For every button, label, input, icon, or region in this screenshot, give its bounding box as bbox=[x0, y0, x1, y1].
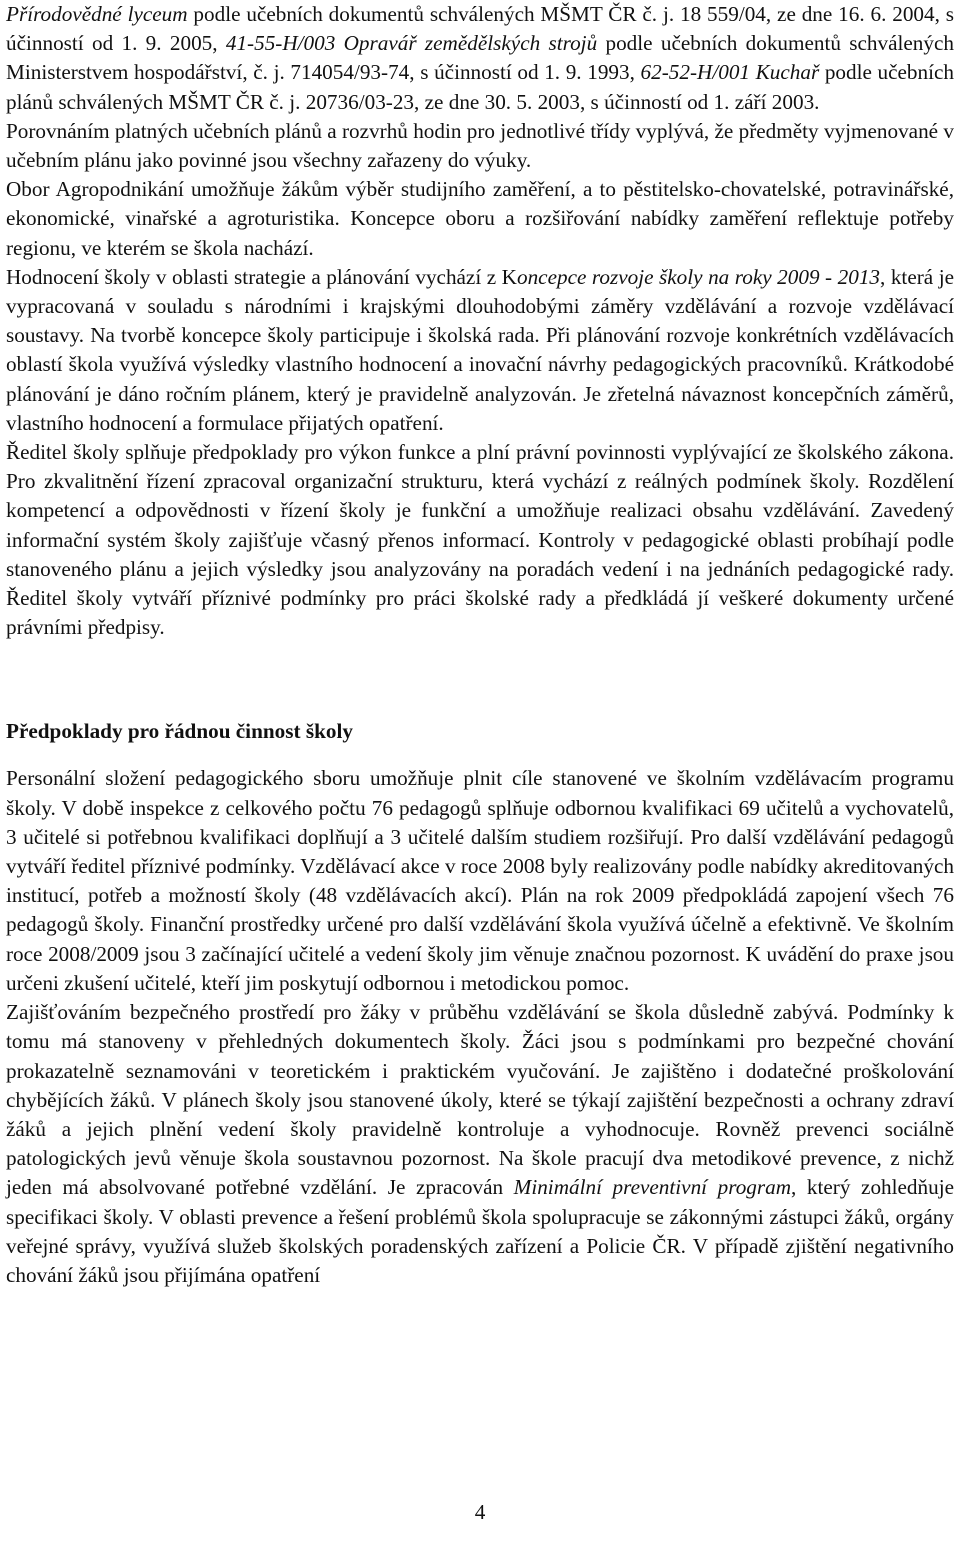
paragraph-staff bbox=[6, 764, 954, 998]
text-run: podle učebních dokumentů schválených Ministerstvem hospodářství, č. j. 714054/93-74, s účinností od 1. 9. 1993, bbox=[6, 31, 954, 85]
paragraph-safety bbox=[6, 998, 954, 1290]
italic-text-run: oncepce rozvoje školy na roky 2009 - 2013 bbox=[516, 264, 881, 289]
paragraph-strategy-planning bbox=[6, 263, 954, 438]
page-number: 4 bbox=[474, 1500, 486, 1524]
text-run: Obor Agropodnikání umožňuje žákům výběr studijního zaměření, a to pěstitelsko-chovatelské, potravinářské, ekonomické, vinařské a agroturistika. Koncepce oboru a rozšiřování nabídky zaměření reflektuje potřeby regionu, ve kterém se škola nachází. bbox=[6, 177, 954, 260]
text-run: Porovnáním platných učebních plánů a rozvrhů hodin pro jednotlivé třídy vyplývá, že předměty vyjmenované v učebním plánu jako povinné jsou všechny zařazeny do výuky. bbox=[6, 118, 954, 173]
paragraph-agropodnikani bbox=[6, 175, 954, 263]
paragraph-school-programs bbox=[6, 0, 954, 117]
italic-text-run: 41-55-H/003 Opravář zemědělských strojů bbox=[225, 31, 598, 56]
text-run: Ředitel školy splňuje předpoklady pro výkon funkce a plní právní povinnosti vyplývající ze školského zákona. Pro zkvalitnění řízení zpracoval organizační strukturu, která vychází z reálných podmínek školy. Rozdělení kompetencí a odpovědnosti v řízení školy je funkční a umožňuje realizaci obsahu vzdělávání. Zavedený informační systém školy zajišťuje včasný přenos informací. Kontroly v pedagogické oblasti probíhají podle stanoveného plánu a jejich výsledky jsou analyzovány na poradách vedení i na jednáních pedagogické rady. Ředitel školy vytváří příznivé podmínky pro práci školské rady a předkládá jí veškeré dokumenty určené právními předpisy. bbox=[6, 440, 954, 640]
text-run: podle učebních plánů schválených MŠMT ČR č. j. 20736/03-23, ze dne 30. 5. 2003, s účinností od 1. září 2003. bbox=[6, 60, 955, 114]
italic-text-run: Minimální preventivní program bbox=[513, 1175, 792, 1200]
section-heading: Předpoklady pro řádnou činnost školy bbox=[6, 719, 353, 744]
text-run: Personální složení pedagogického sboru umožňuje plnit cíle stanovené ve školním vzdělávacím programu školy. V době inspekce z celkového počtu 76 pedagogů splňuje odbornou kvalifikaci 69 učitelů a vychovatelů, 3 učitelé si potřebnou kvalifikaci doplňují a 3 učitelé dalším studiem rozšiřují. Pro další vzdělávání pedagogů vytváří ředitel příznivé podmínky. Vzdělávací akce v roce 2008 byly realizovány podle nabídky akreditovaných institucí, potřeb a možností školy (48 vzdělávacích akcí). Plán na rok 2009 předpokládá zapojení všech 76 pedagogů školy. Finanční prostředky určené pro další vzdělávání škola využívá účelně a efektivně. Ve školním roce 2008/2009 jsou 3 začínající učitelé a vedení školy jim věnuje značnou pozornost. K uvádění do praxe jsou určeni zkušení učitelé, kteří jim poskytují odbornou i metodickou pomoc. bbox=[6, 766, 954, 995]
text-run: , která je vypracovaná v souladu s národními i krajskými dlouhodobými záměry vzdělávání a rozvoje vzdělávací soustavy. Na tvorbě koncepce školy participuje i školská rada. Při plánování rozvoje konkrétních vzdělávacích oblastí škola využívá výsledky vlastního hodnocení a inovační návrhy pedagogických pracovníků. Krátkodobé plánování je dáno ročním plánem, který je pravidelně analyzován. Je zřetelná návaznost koncepčních záměrů, vlastního hodnocení a formulace přijatých opatření. bbox=[6, 264, 954, 435]
text-run: Zajišťováním bezpečného prostředí pro žáky v průběhu vzdělávání se škola důsledně zabývá. Podmínky k tomu má stanoveny v přehledných dokumentech školy. Žáci jsou s podmínkami pro bezpečné chování prokazatelně seznamováni v teoretickém i praktickém vyučování. Je zajištěno i dodatečné proškolování chybějících žáků. V plánech školy jsou stanovené úkoly, které se týkají zajištění bezpečnosti a ochrany zdraví žáků a jejich plnění vedení školy pravidelně kontroluje a vyhodnocuje. Rovněž prevenci sociálně patologických jevů věnuje škola soustavnou pozornost. Na škole pracují dva metodikové prevence, z nichž jeden má absolvované potřebné vzdělání. Je zpracován bbox=[6, 1000, 954, 1200]
text-run: Hodnocení školy v oblasti strategie a plánování vychází z K bbox=[6, 264, 517, 289]
italic-text-run: 62-52-H/001 Kuchař bbox=[640, 60, 820, 85]
text-run: podle učebních dokumentů schválených MŠMT ČR č. j. 18 559/04, ze dne 16. 6. 2004, s účinností od 1. 9. 2005, bbox=[6, 2, 954, 56]
paragraph-curriculum-comparison bbox=[6, 117, 954, 175]
document-page bbox=[6, 0, 954, 1290]
italic-text-run: Přírodovědné lyceum bbox=[6, 2, 188, 26]
paragraph-director bbox=[6, 438, 954, 642]
text-run: , který zohledňuje specifikaci školy. V oblasti prevence a řešení problémů škola spolupracuje se zákonnými zástupci žáků, orgány veřejné správy, využívá služeb školských poradenských zařízení a Policie ČR. V případě zjištění negativního chování žáků jsou přijímána opatření bbox=[6, 1175, 954, 1287]
